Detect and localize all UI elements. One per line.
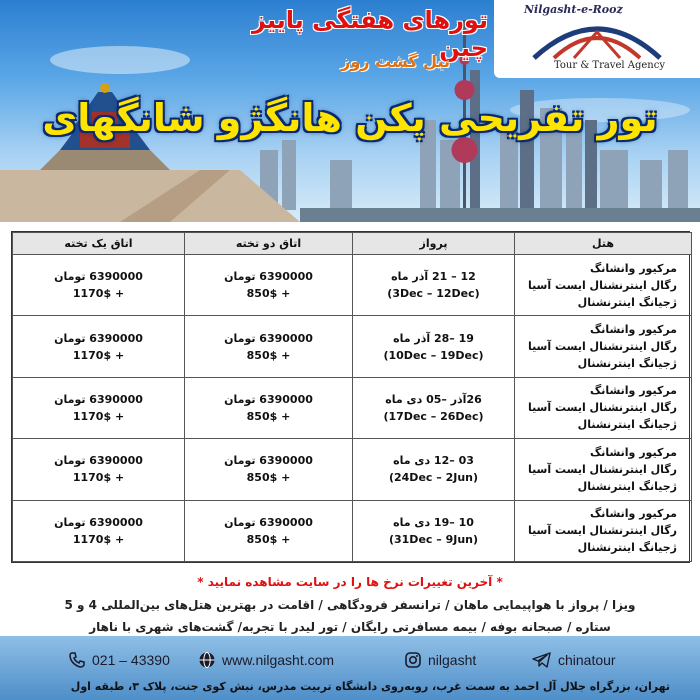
- price-usd: + 850$: [246, 532, 291, 546]
- phone-icon: [68, 651, 86, 669]
- header-hotel: هتل: [515, 233, 692, 255]
- single-room-price: [13, 255, 185, 316]
- double-room-price: [185, 316, 353, 377]
- contact-footer: [0, 636, 700, 700]
- instagram-icon: [404, 651, 422, 669]
- phone-contact[interactable]: [68, 649, 170, 671]
- hotel-name: مرکیور وانشانگ: [589, 323, 677, 337]
- price-usd: + 850$: [246, 409, 291, 423]
- flight-dates-en: (3Dec – 12Dec): [387, 287, 480, 301]
- logo-tagline: Tour & Travel Agency: [554, 60, 665, 71]
- table-row: [13, 377, 692, 438]
- hotel-name: مرکیور وانشانگ: [589, 507, 677, 521]
- telegram-icon: [532, 651, 552, 669]
- hotel-cell: [515, 500, 692, 561]
- hotel-cell: [515, 255, 692, 316]
- hotel-name: مرکیور وانشانگ: [589, 445, 677, 459]
- hotel-name: رگال اینترنشنال ایست آسیا: [527, 340, 677, 354]
- flight-cell: [353, 500, 515, 561]
- price-usd: + 1170$: [72, 287, 125, 301]
- brand-name-fa: نیل گشت روز: [341, 52, 450, 71]
- globe-icon: [198, 651, 216, 669]
- services-line-1: ویزا / پرواز با هواپیمایی ماهان / ترانسفر فرودگاهی / اقامت در بهترین هتل‌های بین‌المللی 4 و 5: [64, 598, 636, 612]
- double-room-price: [185, 500, 353, 561]
- header-double-room: اتاق دو تخته: [185, 233, 353, 255]
- price-usd: + 850$: [246, 471, 291, 485]
- price-toman: 6390000 تومان: [54, 270, 143, 284]
- double-room-price: [185, 439, 353, 500]
- agency-logo: [494, 0, 700, 78]
- hotel-name: رگال اینترنشنال ایست آسیا: [527, 462, 677, 476]
- flight-cell: [353, 439, 515, 500]
- flight-cell: [353, 316, 515, 377]
- price-usd: + 1170$: [72, 409, 125, 423]
- tour-banner: [0, 0, 700, 222]
- logo-name: Nilgasht-e-Rooz: [524, 3, 623, 16]
- price-toman: 6390000 تومان: [54, 515, 143, 529]
- double-room-price: [185, 255, 353, 316]
- hotel-name: ژجیانگ اینترنشنال: [577, 479, 677, 493]
- price-notice: * آخرین تغییرات نرخ ها را در سایت مشاهده نمایید *: [197, 575, 503, 589]
- flight-dates-fa: 03 –12 دی ماه: [393, 454, 474, 468]
- hotel-name: ژجیانگ اینترنشنال: [577, 541, 677, 555]
- single-room-price: [13, 500, 185, 561]
- office-address: تهران، بزرگراه جلال آل احمد به سمت غرب، روبه‌روی دانشگاه تربیت مدرس، نبش کوی جنت، پلاک ۳، طبقه اول: [70, 680, 670, 693]
- hotel-name: رگال اینترنشنال ایست آسیا: [527, 524, 677, 538]
- price-usd: + 850$: [246, 287, 291, 301]
- hotel-name: رگال اینترنشنال ایست آسیا: [527, 401, 677, 415]
- header-flight: پرواز: [353, 233, 515, 255]
- price-usd: + 1170$: [72, 348, 125, 362]
- price-toman: 6390000 تومان: [54, 392, 143, 406]
- hotel-name: رگال اینترنشنال ایست آسیا: [527, 278, 677, 292]
- header-single-room: اتاق یک تخته: [13, 233, 185, 255]
- website-url: www.nilgasht.com: [222, 652, 335, 668]
- website-link[interactable]: [198, 649, 334, 671]
- hotel-name: ژجیانگ اینترنشنال: [577, 357, 677, 371]
- table-row: [13, 316, 692, 377]
- flight-dates-fa: 19 –28 آذر ماه: [393, 331, 474, 345]
- table-row: [13, 500, 692, 561]
- flight-cell: [353, 255, 515, 316]
- single-room-price: [13, 439, 185, 500]
- price-usd: + 1170$: [72, 532, 125, 546]
- hotel-name: مرکیور وانشانگ: [589, 384, 677, 398]
- instagram-link[interactable]: [404, 649, 476, 671]
- flight-dates-en: (24Dec – 2Jun): [388, 471, 479, 485]
- single-room-price: [13, 377, 185, 438]
- flight-dates-fa: 10 –19 دی ماه: [393, 515, 474, 529]
- table-row: [13, 439, 692, 500]
- hotel-cell: [515, 439, 692, 500]
- price-usd: + 1170$: [72, 471, 125, 485]
- price-toman: 6390000 تومان: [224, 331, 313, 345]
- price-usd: + 850$: [246, 348, 291, 362]
- table-row: [13, 255, 692, 316]
- single-room-price: [13, 316, 185, 377]
- tour-title: تور تفریحی پکن هانگژو شانگهای: [42, 96, 658, 140]
- price-toman: 6390000 تومان: [224, 454, 313, 468]
- phone-number: 021 – 43390: [92, 652, 170, 668]
- price-toman: 6390000 تومان: [54, 331, 143, 345]
- flight-dates-fa: 26آذر –05 دی ماه: [385, 392, 482, 406]
- price-table: [11, 231, 690, 563]
- price-toman: 6390000 تومان: [224, 270, 313, 284]
- hotel-cell: [515, 316, 692, 377]
- services-line-2: ستاره / صبحانه بوفه / بیمه مسافرتی رایگان / تور لیدر با تجربه/ گشت‌های شهری با ناهار: [89, 620, 611, 634]
- flight-dates-en: (31Dec – 9Jun): [388, 532, 479, 546]
- flight-dates-en: (17Dec – 26Dec): [383, 409, 484, 423]
- hotel-cell: [515, 377, 692, 438]
- hotel-name: ژجیانگ اینترنشنال: [577, 295, 677, 309]
- hotel-name: ژجیانگ اینترنشنال: [577, 418, 677, 432]
- price-toman: 6390000 تومان: [224, 392, 313, 406]
- table-header-row: [13, 233, 692, 255]
- flight-cell: [353, 377, 515, 438]
- telegram-handle: chinatour: [558, 652, 616, 668]
- included-services: [40, 594, 660, 638]
- flight-dates-fa: 12 – 21 آذر ماه: [391, 270, 476, 284]
- price-toman: 6390000 تومان: [54, 454, 143, 468]
- double-room-price: [185, 377, 353, 438]
- hotel-name: مرکیور وانشانگ: [589, 261, 677, 275]
- headline: تورهای هفتگی پاییز چین: [252, 6, 488, 62]
- price-toman: 6390000 تومان: [224, 515, 313, 529]
- instagram-handle: nilgasht: [428, 652, 477, 668]
- telegram-link[interactable]: [532, 649, 616, 671]
- flight-dates-en: (10Dec – 19Dec): [383, 348, 484, 362]
